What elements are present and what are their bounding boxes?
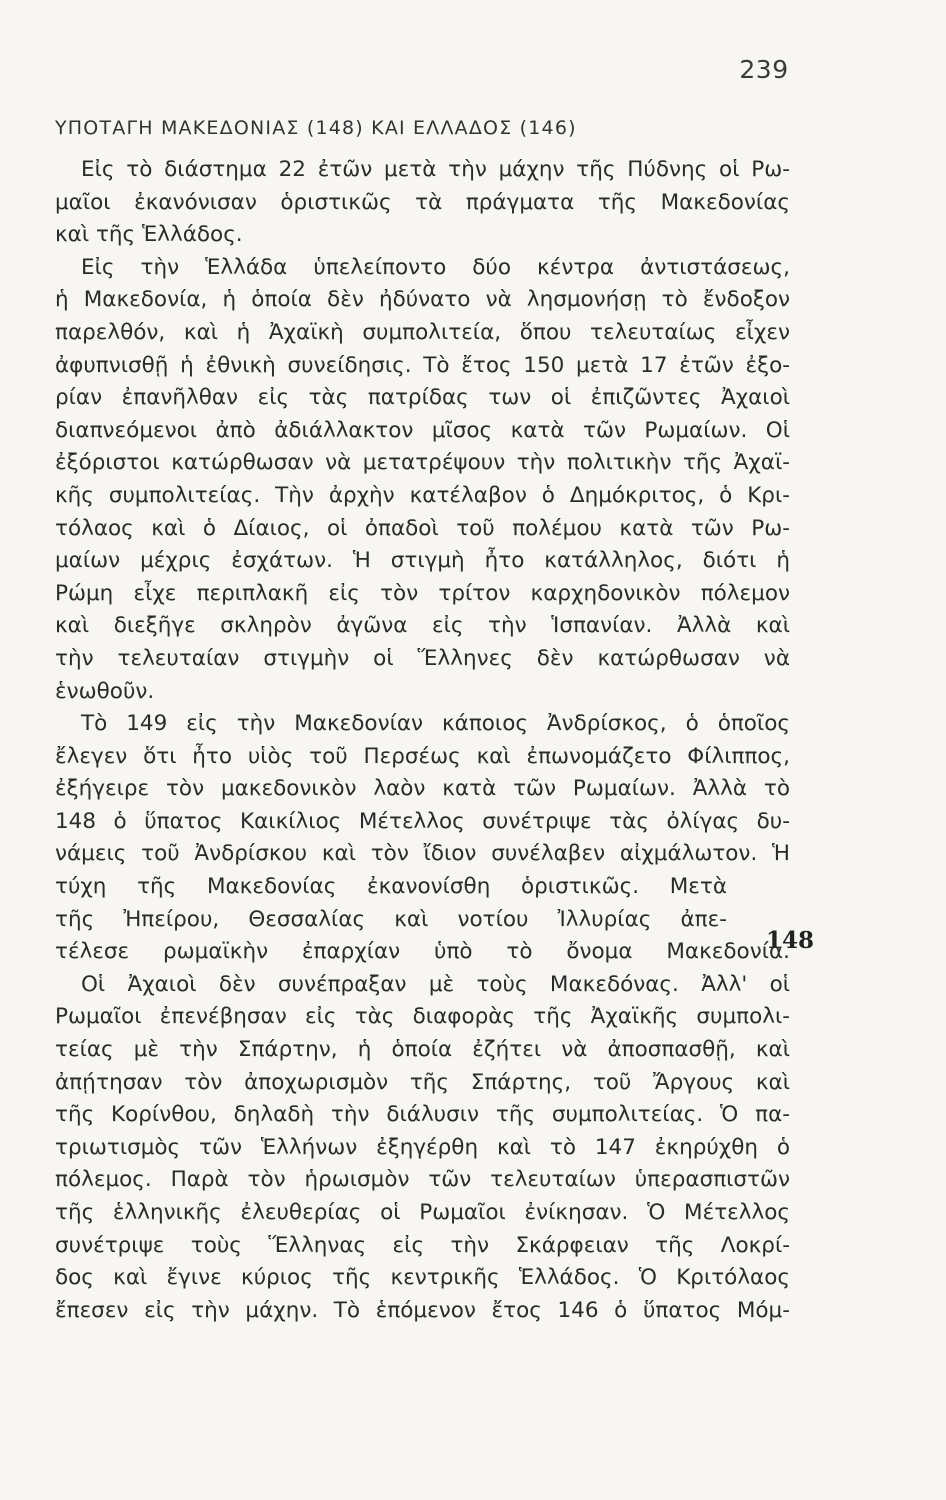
text-line: Οἱ Ἀχαιοὶ δὲν συνέπραξαν μὲ τοὺς Μακεδόνας. Ἀλλ' οἱ <box>81 971 790 997</box>
text-line: Εἰς τὴν Ἑλλάδα ὑπελείποντο δύο κέντρα ἀντιστάσεως, <box>81 254 790 280</box>
text-line: τῆς Κορίνθου, δηλαδὴ τὴν διάλυσιν τῆς συμπολιτείας. Ὁ πα- <box>55 1102 790 1128</box>
text-line: τῆς ἑλληνικῆς ἐλευθερίας οἱ Ρωμαῖοι ἐνίκησαν. Ὁ Μέτελλος <box>55 1200 790 1225</box>
text-line: τῆς Ἠπείρου, Θεσσαλίας καὶ νοτίου Ἰλλυρίας ἀπε- <box>55 906 727 932</box>
text-line: ἡ Μακεδονία, ἡ ὁποία δὲν ἠδύνατο νὰ λησμονήσῃ τὸ ἔνδοξον <box>55 287 790 313</box>
text-line: ἐξήγειρε τὸν μακεδονικὸν λαὸν κατὰ τῶν Ρωμαίων. Ἀλλὰ τὸ <box>55 776 790 802</box>
text-line: τείας μὲ τὴν Σπάρτην, ἡ ὁποία ἐζήτει νὰ ἀποσπασθῇ, καὶ <box>55 1037 790 1063</box>
text-line: ἀπῄτησαν τὸν ἀποχωρισμὸν τῆς Σπάρτης, τοῦ Ἄργους καὶ <box>55 1069 790 1095</box>
text-line: κῆς συμπολιτείας. Τὴν ἀρχὴν κατέλαβον ὁ Δημόκριτος, ὁ Κρι- <box>55 482 790 508</box>
text-line: καὶ διεξῆγε σκληρὸν ἀγῶνα εἰς τὴν Ἱσπανίαν. Ἀλλὰ καὶ <box>55 613 790 639</box>
text-line: ἐξόριστοι κατώρθωσαν νὰ μετατρέψουν τὴν πολιτικὴν τῆς Ἀχαϊ- <box>55 450 790 476</box>
text-line: ἔλεγεν ὅτι ἦτο υἱὸς τοῦ Περσέως καὶ ἐπωνομάζετο Φίλιππος, <box>55 743 790 769</box>
body-text <box>55 154 790 1360</box>
text-line: Τὸ 149 εἰς τὴν Μακεδονίαν κάποιος Ἀνδρίσκος, ὁ ὁποῖος <box>81 711 790 737</box>
text-line: 148 ὁ ὕπατος Καικίλιος Μέτελλος συνέτριψε τὰς ὀλίγας δυ- <box>55 808 790 834</box>
text-line: πόλεμος. Παρὰ τὸν ἡρωισμὸν τῶν τελευταίων ὑπερασπιστῶν <box>55 1167 790 1193</box>
text-line: διαπνεόμενοι ἀπὸ ἀδιάλλακτον μῖσος κατὰ τῶν Ρωμαίων. Οἱ <box>55 417 790 443</box>
text-line: τέλεσε ρωμαϊκὴν ἐπαρχίαν ὑπὸ τὸ ὄνομα Μακεδονία. <box>55 939 790 965</box>
text-line: τύχη τῆς Μακεδονίας ἐκανονίσθη ὁριστικῶς. Μετὰ <box>55 874 727 900</box>
text-line: καὶ τῆς Ἑλλάδος. <box>55 222 243 248</box>
chapter-heading: ΥΠΟΤΑΓΗ ΜΑΚΕΔΟΝΙΑΣ (148) ΚΑΙ ΕΛΛΑΔΟΣ (146) <box>55 117 577 139</box>
text-line <box>55 1327 790 1360</box>
text-line: παρελθόν, καὶ ἡ Ἀχαϊκὴ συμπολιτεία, ὅπου τελευταίως εἶχεν <box>55 319 790 345</box>
text-line: Εἰς τὸ διάστημα 22 ἐτῶν μετὰ τὴν μάχην τῆς Πύδνης οἱ Ρω- <box>81 157 790 182</box>
text-line: ἔπεσεν εἰς τὴν μάχην. Τὸ ἑπόμενον ἔτος 146 ὁ ὕπατος Μόμ- <box>55 1297 790 1323</box>
text-line: ἑνωθοῦν. <box>55 678 155 704</box>
margin-note: 148 <box>765 927 814 954</box>
text-line: ἀφυπνισθῇ ἡ ἐθνικὴ συνείδησις. Τὸ ἔτος 150 μετὰ 17 ἐτῶν ἐξο- <box>55 352 790 378</box>
text-line: ρίαν ἐπανῆλθαν εἰς τὰς πατρίδας των οἱ ἐπιζῶντες Ἀχαιοὶ <box>55 385 790 411</box>
text-line: συνέτριψε τοὺς Ἕλληνας εἰς τὴν Σκάρφειαν τῆς Λοκρί- <box>55 1232 790 1258</box>
text-line: τὴν τελευταίαν στιγμὴν οἱ Ἕλληνες δὲν κατώρθωσαν νὰ <box>55 645 790 671</box>
text-line: δος καὶ ἔγινε κύριος τῆς κεντρικῆς Ἑλλάδος. Ὁ Κριτόλαος <box>55 1265 790 1291</box>
text-line: τριωτισμὸς τῶν Ἑλλήνων ἐξηγέρθη καὶ τὸ 147 ἐκηρύχθη ὁ <box>55 1134 790 1160</box>
text-line: μαίων μέχρις ἐσχάτων. Ἡ στιγμὴ ἦτο κατάλληλος, διότι ἡ <box>55 548 790 574</box>
text-line: νάμεις τοῦ Ἀνδρίσκου καὶ τὸν ἴδιον συνέλαβεν αἰχμάλωτον. Ἡ <box>55 841 790 867</box>
page-number: 239 <box>739 55 789 84</box>
text-line: Ρώμη εἶχε περιπλακῆ εἰς τὸν τρίτον καρχηδονικὸν πόλεμον <box>55 580 790 606</box>
text-line: Ρωμαῖοι ἐπενέβησαν εἰς τὰς διαφορὰς τῆς Ἀχαϊκῆς συμπολι- <box>55 1004 790 1030</box>
text-line: μαῖοι ἐκανόνισαν ὁριστικῶς τὰ πράγματα τῆς Μακεδονίας <box>55 189 790 215</box>
text-line: τόλαος καὶ ὁ Δίαιος, οἱ ὀπαδοὶ τοῦ πολέμου κατὰ τῶν Ρω- <box>55 515 790 541</box>
